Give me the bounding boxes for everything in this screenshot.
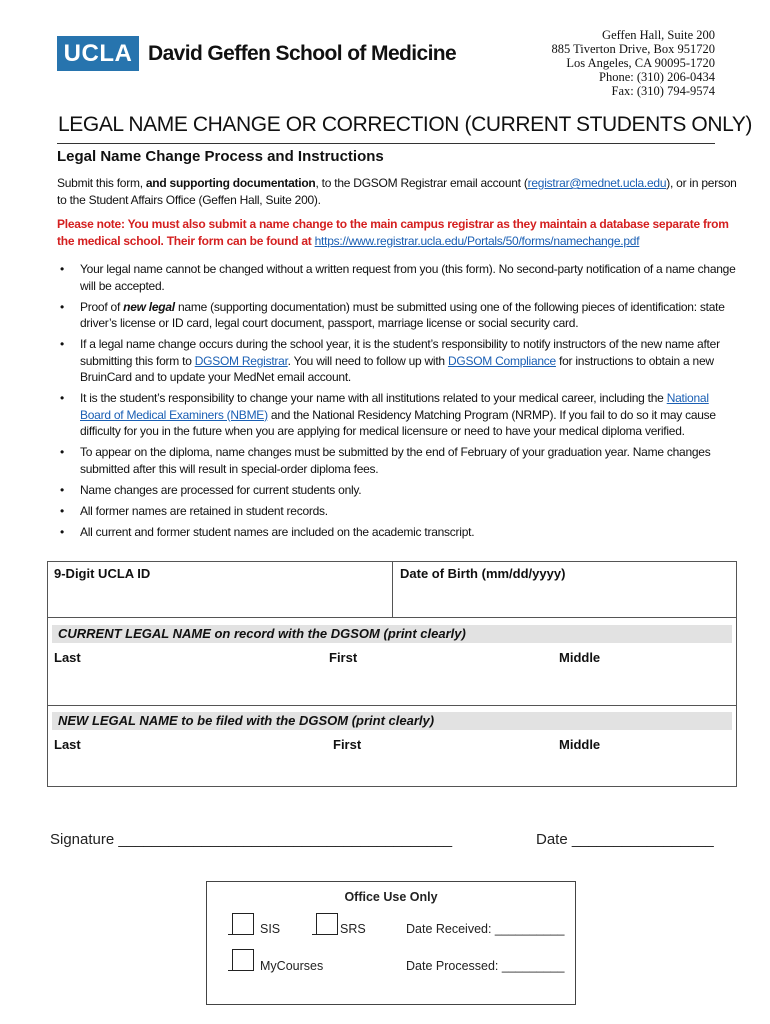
intro-paragraph bbox=[57, 175, 737, 208]
intro-text: , to the DGSOM Registrar email account ( bbox=[315, 176, 528, 190]
cell-divider bbox=[392, 562, 393, 617]
new-last-field[interactable] bbox=[50, 753, 320, 785]
list-item-text: It is the student’s responsibility to change your name with all institutions related to your medical career, including the bbox=[80, 391, 667, 405]
list-item-text: Proof of bbox=[80, 299, 124, 314]
list-item-text: Name changes are processed for current students only. bbox=[80, 482, 362, 497]
address-line: Geffen Hall, Suite 200 bbox=[602, 28, 715, 42]
note-text: : You must also submit a name change to the main campus registrar as they maintain a database separate from the medical school. Their form can be found at bbox=[57, 217, 729, 248]
dgsom-compliance-link[interactable]: DGSOM Compliance bbox=[447, 353, 556, 368]
mycourses-checkbox[interactable] bbox=[232, 949, 254, 971]
note-label: Please note bbox=[57, 217, 121, 231]
address-line: Los Angeles, CA 90095-1720 bbox=[566, 56, 715, 70]
address-line: 885 Tiverton Drive, Box 951720 bbox=[551, 42, 715, 56]
address-block bbox=[551, 28, 715, 98]
current-first-label: First bbox=[329, 650, 358, 665]
current-name-heading: CURRENT LEGAL NAME on record with the DGSOM (print clearly) bbox=[52, 625, 732, 643]
intro-text: Submit this form, bbox=[57, 176, 146, 190]
list-item-text: To appear on the diploma, name changes must be submitted by the end of February of your graduation year. Name changes submitted after this will result in special-order diploma fees. bbox=[80, 445, 711, 476]
nbme-link[interactable]: National Board of Medical Examiners (NBME) bbox=[80, 391, 709, 422]
list-item bbox=[57, 390, 737, 440]
checkbox-underline bbox=[228, 970, 236, 971]
registrar-email-link[interactable]: registrar@mednet.ucla.edu bbox=[527, 176, 667, 190]
signature-field[interactable]: Signature ________________________________________ bbox=[50, 831, 453, 848]
new-first-field[interactable] bbox=[330, 753, 554, 785]
ucla-id-label: 9-Digit UCLA ID bbox=[54, 566, 151, 581]
new-middle-label: Middle bbox=[559, 737, 601, 752]
list-item-text: for instructions to obtain a new BruinCard and to update your MedNet email account. bbox=[80, 353, 714, 384]
new-name-heading: NEW LEGAL NAME to be filed with the DGSOM (print clearly) bbox=[52, 712, 732, 730]
current-middle-label: Middle bbox=[559, 650, 601, 665]
section-subtitle: Legal Name Change Process and Instructions bbox=[57, 148, 384, 165]
intro-text: ), or in person to the Student Affairs Office (Geffen Hall, Suite 200). bbox=[57, 176, 737, 207]
date-field[interactable]: Date _________________ bbox=[536, 831, 714, 848]
srs-checkbox[interactable] bbox=[316, 913, 338, 935]
current-last-label: Last bbox=[54, 650, 81, 665]
row-divider bbox=[48, 705, 736, 706]
list-item-text: All former names are retained in student records. bbox=[80, 503, 328, 518]
instruction-list bbox=[57, 261, 737, 545]
list-item-text: All current and former student names are included on the academic transcript. bbox=[80, 524, 475, 539]
list-item-text: If a legal name change occurs during the school year, it is the student’s responsibility to notify instructors of the new name after submitting this form to bbox=[80, 337, 720, 368]
new-last-label: Last bbox=[54, 737, 81, 752]
intro-bold-text: and supporting documentation bbox=[145, 176, 316, 190]
date-processed-field[interactable]: Date Processed: _________ bbox=[406, 959, 565, 973]
list-item bbox=[57, 503, 737, 520]
list-item-text: name (supporting documentation) must be submitted using one of the following pieces of identification: state driver’s license or ID card, legal court document, passport, marriage license or social security card. bbox=[80, 299, 725, 330]
current-first-field[interactable] bbox=[326, 666, 554, 702]
title-divider bbox=[57, 143, 715, 144]
emphasis-text: new legal bbox=[123, 299, 175, 314]
sis-checkbox[interactable] bbox=[232, 913, 254, 935]
list-item bbox=[57, 336, 737, 386]
list-item bbox=[57, 261, 737, 294]
new-first-label: First bbox=[333, 737, 362, 752]
checkbox-underline bbox=[312, 934, 320, 935]
row-divider bbox=[48, 617, 736, 618]
list-item bbox=[57, 299, 737, 332]
office-use-box bbox=[206, 881, 576, 1005]
list-item-text: and the National Residency Matching Program (NRMP). If you fail to do so it may cause difficulty for you in the future when you are applying for medical licensure or need to have your medical diploma verified. bbox=[80, 407, 716, 438]
school-name-logo: David Geffen School of Medicine bbox=[148, 42, 457, 65]
page-title: LEGAL NAME CHANGE OR CORRECTION (CURRENT STUDENTS ONLY) bbox=[58, 113, 753, 136]
current-middle-field[interactable] bbox=[557, 666, 733, 702]
dgsom-registrar-link[interactable]: DGSOM Registrar bbox=[194, 353, 288, 368]
campus-form-link[interactable]: https://www.registrar.ucla.edu/Portals/50/forms/namechange.pdf bbox=[314, 233, 640, 248]
date-received-field[interactable]: Date Received: __________ bbox=[406, 922, 565, 936]
fax-line: Fax: (310) 794-9574 bbox=[611, 84, 715, 98]
list-item-text: . You will need to follow up with bbox=[287, 353, 448, 368]
dob-field[interactable] bbox=[396, 582, 734, 615]
list-item-text: Your legal name cannot be changed without a written request from you (this form). No second-party notification of a name change will be accepted. bbox=[80, 262, 736, 293]
current-last-field[interactable] bbox=[50, 666, 320, 702]
list-item bbox=[57, 482, 737, 499]
list-item bbox=[57, 524, 737, 541]
mycourses-label: MyCourses bbox=[260, 959, 324, 973]
new-middle-field[interactable] bbox=[557, 753, 733, 785]
office-use-heading: Office Use Only bbox=[344, 890, 438, 904]
ucla-logo-mark: UCLA bbox=[57, 36, 139, 71]
ucla-id-field[interactable] bbox=[50, 582, 388, 615]
dob-label: Date of Birth (mm/dd/yyyy) bbox=[400, 566, 566, 581]
sis-label: SIS bbox=[260, 922, 281, 936]
checkbox-underline bbox=[228, 934, 236, 935]
phone-line: Phone: (310) 206-0434 bbox=[599, 70, 715, 84]
note-paragraph bbox=[57, 216, 737, 249]
list-item bbox=[57, 444, 737, 477]
student-info-form bbox=[47, 561, 737, 787]
srs-label: SRS bbox=[340, 922, 366, 936]
